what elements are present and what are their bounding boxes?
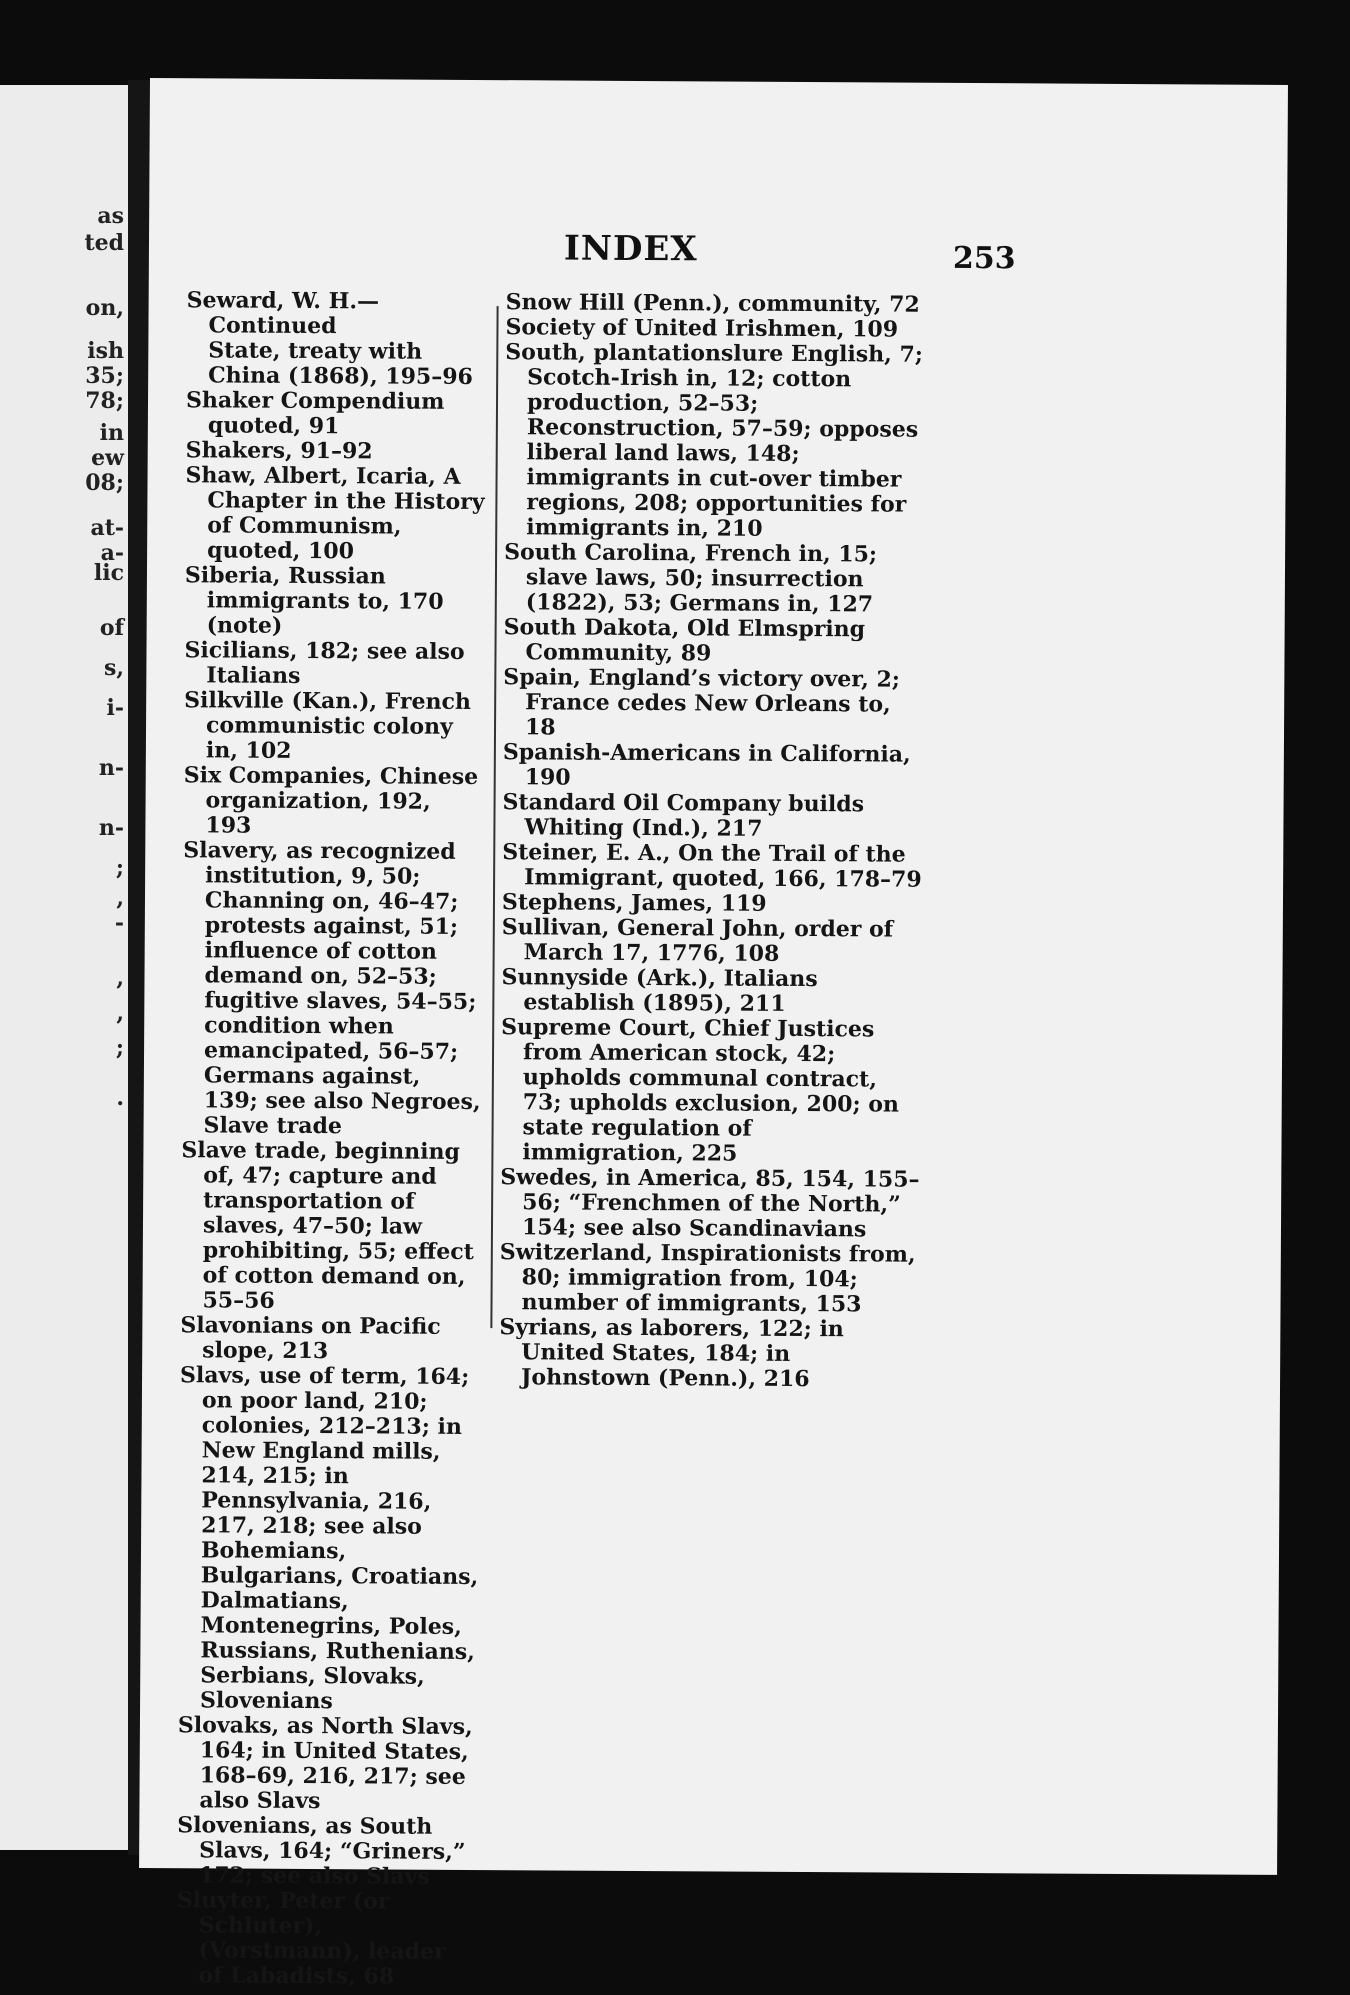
facing-page-text-fragment: ted [84, 230, 124, 256]
facing-page-text-fragment: lic [93, 560, 124, 586]
facing-page-text-fragment: . [116, 1085, 124, 1111]
index-entry: Sullivan, General John, order of March 17, 1776, 108 [501, 914, 894, 967]
facing-page-text-fragment: as [97, 203, 124, 229]
index-entry: Siberia, Russian immigrants to, 170 (note) [184, 562, 444, 639]
index-entry: Shakers, 91–92 [185, 437, 373, 465]
facing-page-text-fragment: s, [103, 655, 124, 681]
index-entry: Six Companies, Chinese organization, 192, 193 [183, 762, 479, 839]
index-entry: Sluyter, Peter (or Schluter), (Vorstmann), leader of Labadists, 68 [176, 1887, 446, 1990]
facing-page-text-fragment: a- [100, 540, 124, 566]
index-entry: Sunnyside (Ark.), Italians establish (1895), 211 [501, 964, 818, 1017]
index-entry: Slavery, as recognized institution, 9, 50; Channing on, 46–47; protests against, 51; influence of cotton demand on, 52–53; fugitive slaves, 54–55; condition when emancipated, 56–57; Germans against, 139; see also Negroes, Slave trade [183, 837, 481, 1140]
index-entry: Switzerland, Inspirationists from, 80; immigration from, 104; number of immigrants, 153 [499, 1239, 916, 1318]
index-entry: South Carolina, French in, 15; slave laws, 50; insurrection (1822), 53; Germans in, 127 [504, 539, 878, 618]
index-entry: Snow Hill (Penn.), community, 72 [505, 289, 920, 318]
index-entry: Syrians, as laborers, 122; in United States, 184; in Johnstown (Penn.), 216 [499, 1314, 844, 1393]
index-entry: Seward, W. H.—Continued [186, 287, 380, 340]
facing-page-text-fragment: - [114, 910, 124, 936]
index-page [139, 78, 1288, 1990]
index-entry: Spanish-Americans in California, 190 [502, 739, 911, 791]
index-entry: Spain, England’s victory over, 2; France cedes New Orleans to, 18 [503, 664, 901, 741]
index-entry: South Dakota, Old Elmspring Community, 89 [503, 614, 866, 667]
index-entry: Slavonians on Pacific slope, 213 [180, 1312, 441, 1365]
facing-page-text-fragment: ew [91, 445, 124, 471]
index-entry: Stephens, James, 119 [501, 889, 767, 917]
index-entry: State, treaty with China (1868), 195–96 [208, 337, 473, 390]
index-entry: Slave trade, beginning of, 47; capture and transportation of slaves, 47–50; law prohibiting, 55; effect of cotton demand on, 55–56 [181, 1137, 474, 1314]
index-entry: Slavs, use of term, 164; on poor land, 210; colonies, 212–213; in New England mills, 214, 215; in Pennsylvania, 216, 217, 218; see also Bohemians, Bulgarians, Croatians, Dalmatians, Montenegrins, Poles, Russians, Ruthenians, Serbians, Slovaks, Slovenians [179, 1362, 479, 1715]
facing-page-edge [0, 85, 128, 1850]
index-entry: Shaker Compendium quoted, 91 [185, 387, 445, 440]
facing-page-text-fragment: 35; [85, 363, 124, 389]
facing-page-text-fragment: on, [85, 295, 124, 321]
facing-page-text-fragment: n- [98, 815, 124, 841]
page-number: 253 [952, 240, 1016, 277]
facing-page-text-fragment: , [116, 885, 124, 911]
facing-page-text-fragment: ish [87, 338, 124, 364]
page-title: INDEX [563, 228, 698, 270]
facing-page-text-fragment: in [99, 420, 124, 446]
facing-page-text-fragment: ; [115, 1035, 124, 1061]
facing-page-text-fragment: ; [115, 855, 124, 881]
index-column-right [499, 290, 926, 1393]
index-entry: Slovenians, as South Slavs, 164; “Griners,” 172; see also Slavs [177, 1812, 466, 1890]
index-entry: Standard Oil Company builds Whiting (Ind.), 217 [502, 789, 865, 842]
facing-page-text-fragment: 78; [85, 388, 124, 414]
facing-page-text-fragment: at- [90, 515, 124, 541]
index-entry: Supreme Court, Chief Justices from American stock, 42; upholds communal contract, 73; upholds exclusion, 200; on state regulation of immigration, 225 [501, 1014, 900, 1167]
column-divider [490, 306, 498, 1328]
facing-page-text-fragment: i- [106, 695, 124, 721]
index-entry: Shaw, Albert, Icaria, A Chapter in the History of Communism, quoted, 100 [185, 462, 485, 565]
facing-page-text-fragment: , [116, 1000, 124, 1026]
facing-page-text-fragment: n- [98, 755, 124, 781]
facing-page-text-fragment: , [116, 965, 124, 991]
index-column-left [176, 288, 486, 1990]
facing-page-text-fragment: 08; [85, 470, 124, 496]
index-entry: Slovaks, as North Slavs, 164; in United States, 168–69, 216, 217; see also Slavs [177, 1712, 473, 1815]
index-entry: Society of United Irishmen, 109 [505, 314, 899, 343]
facing-page-text-fragment: of [99, 615, 124, 641]
index-entry: Steiner, E. A., On the Trail of the Immigrant, quoted, 166, 178–79 [502, 839, 922, 893]
index-entry: Silkville (Kan.), French communistic colony in, 102 [184, 687, 472, 764]
index-entry: South, plantationslure English, 7; Scotch-Irish in, 12; cotton production, 52–53; Reconstruction, 57–59; opposes liberal land laws, 148; immigrants in cut-over timber regions, 208; opportunities for immigrants in, 210 [505, 339, 924, 542]
index-entry: Sicilians, 182; see also Italians [184, 637, 465, 689]
index-entry: Swedes, in America, 85, 154, 155–56; “Frenchmen of the North,” 154; see also Scandinavians [500, 1164, 920, 1243]
